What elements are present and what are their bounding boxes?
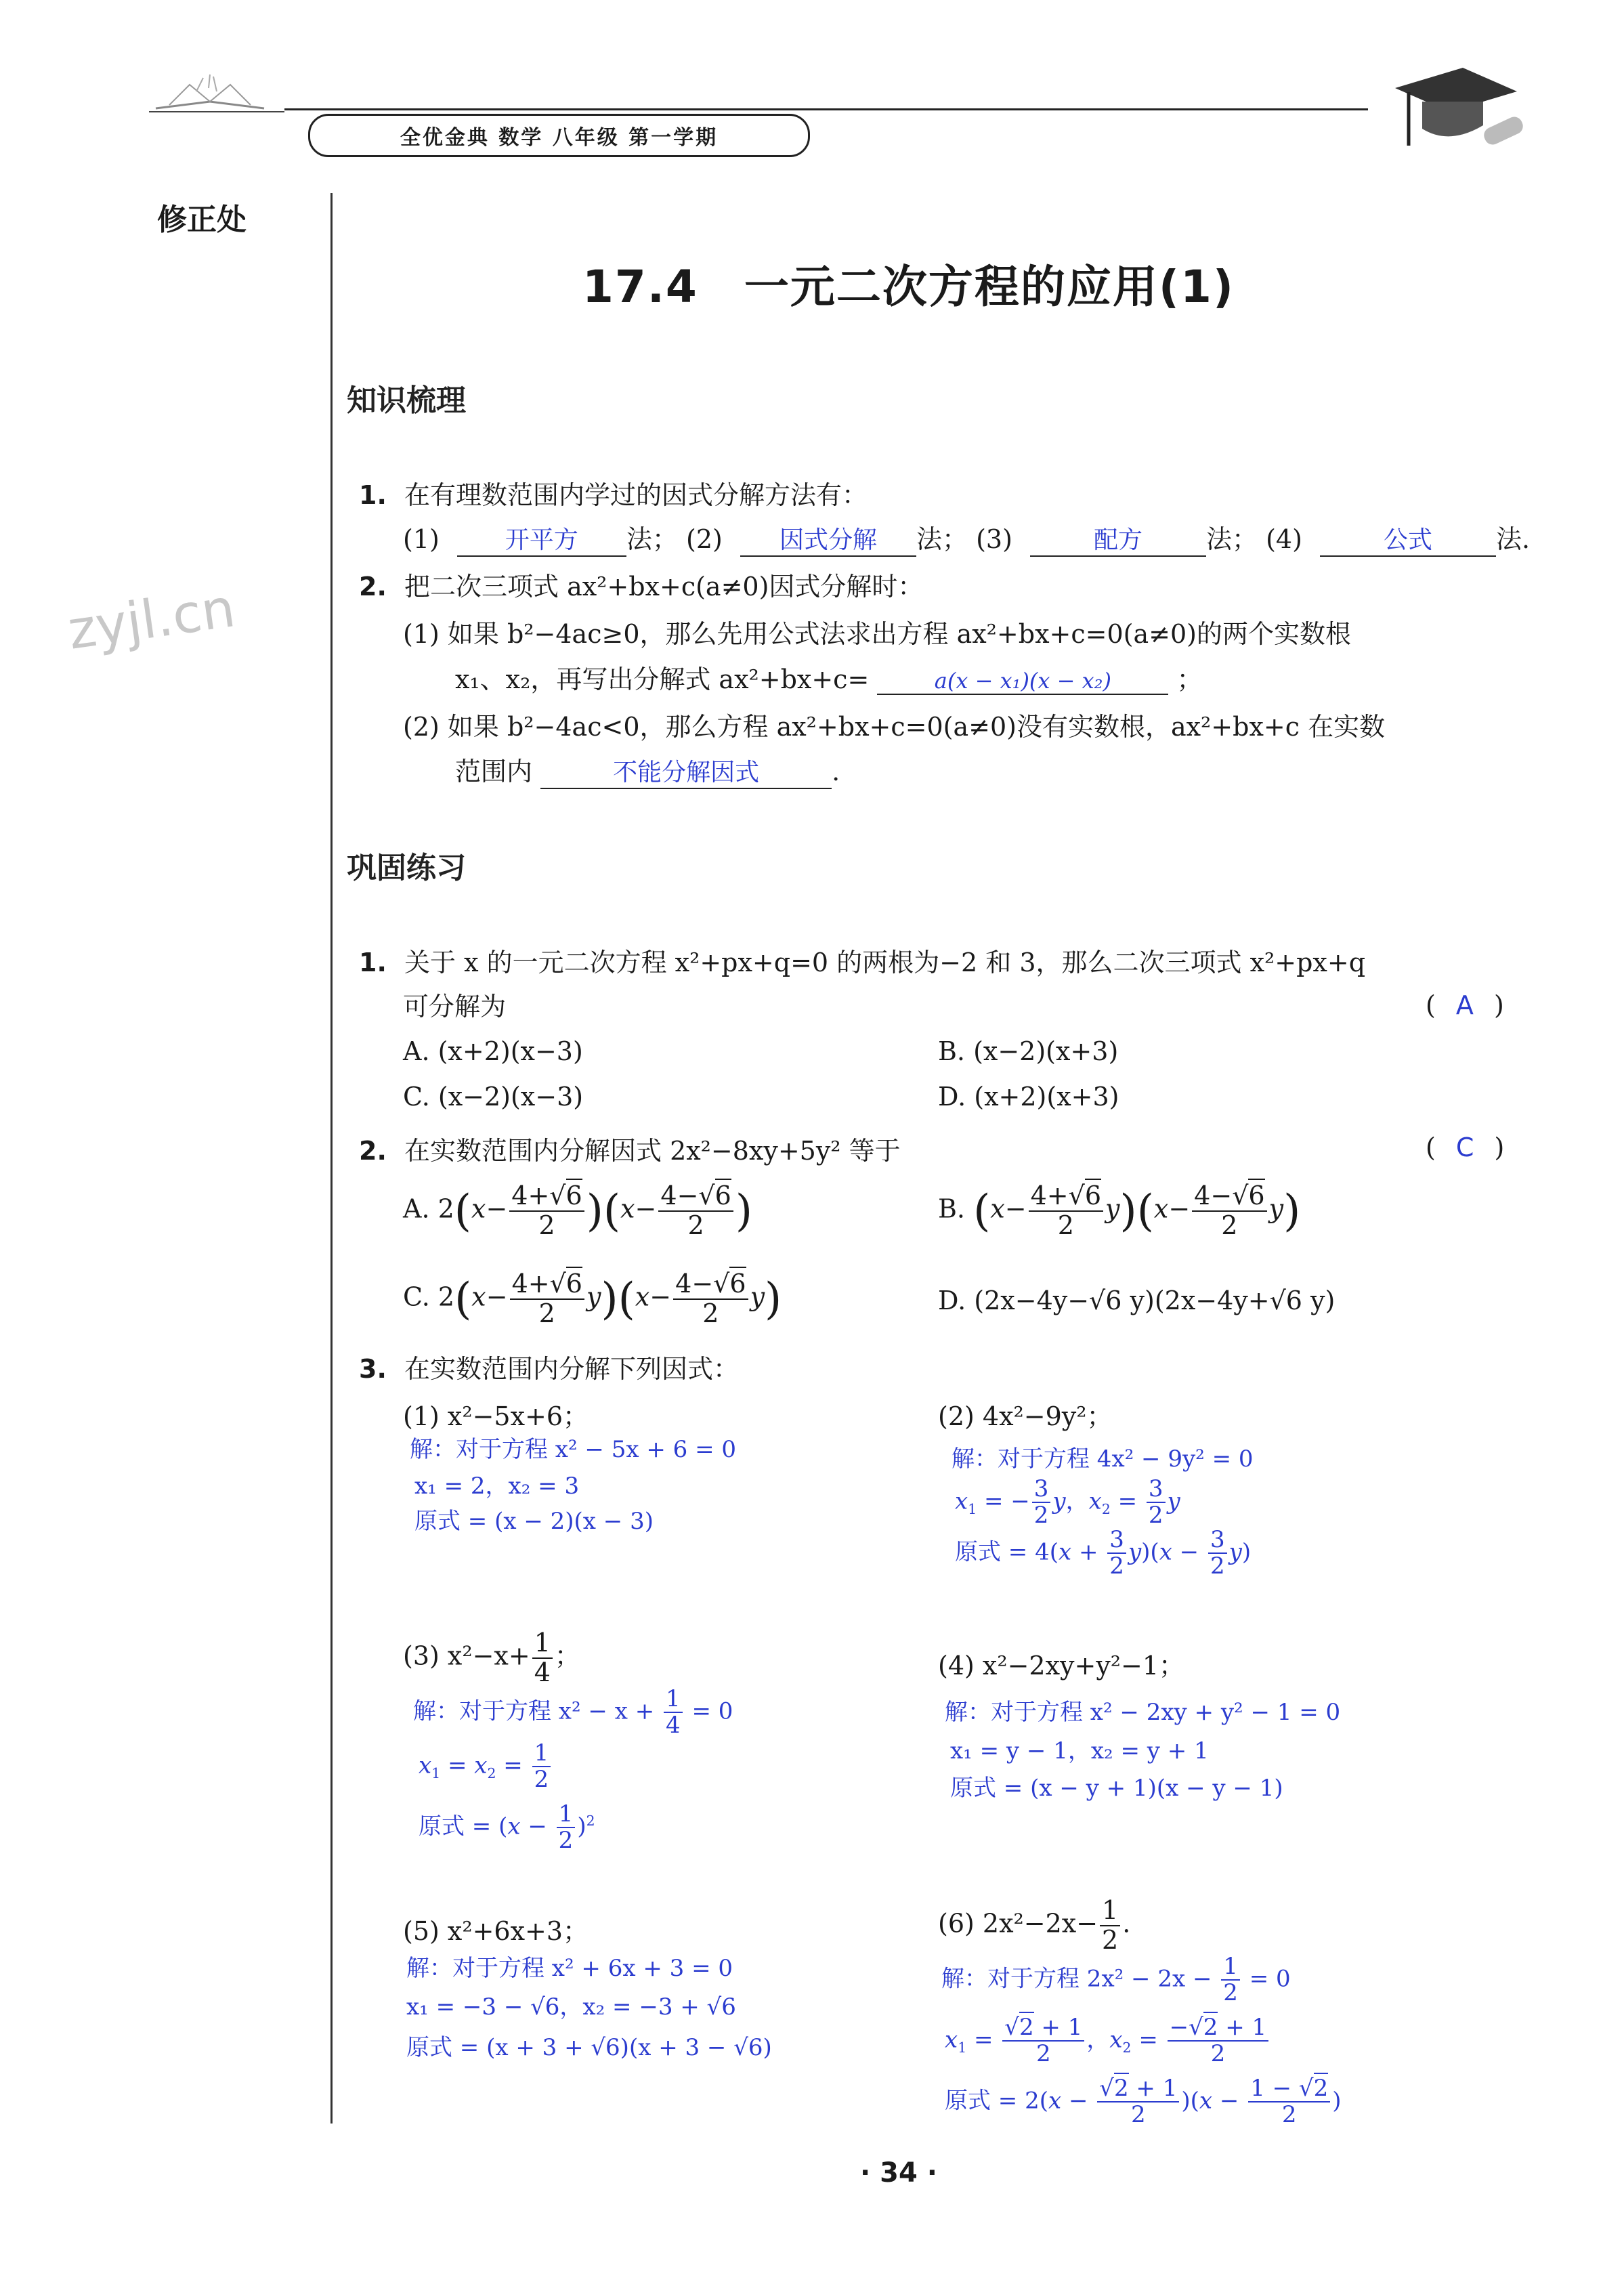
blank-label: (4) <box>1266 524 1302 554</box>
answer-blank: a(x − x₁)(x − x₂) <box>877 668 1168 695</box>
blank-suffix: 法； <box>1205 524 1258 554</box>
option-label: A. <box>403 1193 430 1224</box>
practice-q1-line1 <box>359 942 1365 979</box>
blank-label: (2) <box>686 524 723 554</box>
choice-answer: A <box>1455 990 1474 1020</box>
q3-part5-step1: 解：对于方程 x² + 6x + 3 = 0 <box>406 1955 733 1982</box>
sub1-suffix: ； <box>1176 664 1203 694</box>
knowledge-q1-blanks <box>403 518 1530 557</box>
q3-part6-problem: (6) 2x²−2x− $\frac{1}{2}$ . <box>938 1895 1131 1955</box>
header-book-title: 全优金典 数学 八年级 第一学期 <box>308 114 810 157</box>
question-text: 把二次三项式 ax²+bx+c(a≠0)因式分解时： <box>404 572 924 601</box>
practice-q2-option-d <box>938 1286 1335 1315</box>
practice-q2-option-a: A. 2(x− $\frac{4+√6}{2}$ )(x− $\frac{4-√6}{2}$ ) <box>403 1182 752 1240</box>
q3-part3-problem: (3) x²−x+ $\frac{1}{4}$ ； <box>403 1628 580 1687</box>
practice-q1-option-d: D. (x+2)(x+3) <box>938 1082 1119 1112</box>
watermark: zyjl.cn <box>64 578 239 662</box>
practice-q1-option-b: B. (x−2)(x+3) <box>938 1036 1119 1066</box>
q3-part1-step1: 解：对于方程 x² − 5x + 6 = 0 <box>410 1436 736 1463</box>
blank-label: (1) <box>403 524 440 554</box>
blank-label: (3) <box>976 524 1012 554</box>
practice-q2 <box>359 1130 901 1167</box>
practice-q2-option-b: B. (x− $\frac{4+√6}{2}$ y)(x− $\frac{4-√6}{2}$ y) <box>938 1182 1300 1240</box>
margin-divider <box>330 193 333 2123</box>
knowledge-q2 <box>359 566 923 603</box>
question-number: 1. <box>359 948 387 977</box>
sub2-suffix: . <box>832 757 840 786</box>
sub2-text: 范围内 <box>455 757 533 786</box>
option-d-text: (2x−4y−√6 y)(2x−4y+√6 y) <box>974 1286 1335 1315</box>
q3-part6-step2: $x_1$ = $\frac{√2 + 1}{2}$ ，$x_2$ = $\frac{-√2 + 1}{2}$ <box>945 2015 1270 2067</box>
answer-blank: 因式分解 <box>740 521 916 557</box>
knowledge-q2-sub2-line1: (2) 如果 b²−4ac<0，那么方程 ax²+bx+c=0(a≠0)没有实数根，ax²+bx+c 在实数 <box>403 712 1386 742</box>
practice-q2-option-c: C. 2(x− $\frac{4+√6}{2}$ y)(x− $\frac{4-√6}{2}$ y) <box>403 1270 782 1328</box>
practice-q3 <box>359 1348 739 1385</box>
knowledge-q2-sub1-line1: (1) 如果 b²−4ac≥0，那么先用公式法求出方程 ax²+bx+c=0(a≠0)的两个实数根 <box>403 619 1351 649</box>
question-number: 3. <box>359 1354 387 1384</box>
question-number: 1. <box>359 480 387 510</box>
q3-part5-step2: x₁ = −3 − √6，x₂ = −3 + √6 <box>406 1993 736 2021</box>
sub1-text: x₁、x₂，再写出分解式 ax²+bx+c= <box>455 664 870 694</box>
practice-q1-option-a: A. (x+2)(x−3) <box>403 1036 583 1066</box>
q3-part1-problem: (1) x²−5x+6； <box>403 1401 589 1431</box>
question-text: 在实数范围内分解因式 2x²−8xy+5y² 等于 <box>404 1136 901 1166</box>
knowledge-q1 <box>359 474 868 511</box>
option-label: B. <box>938 1193 966 1224</box>
q3-part3-step3: 原式 = (x − $\frac{1}{2}$ )$^2$ <box>419 1800 595 1855</box>
question-text: 在有理数范围内学过的因式分解方法有： <box>404 480 868 510</box>
q3-part2-step1: 解：对于方程 4x² − 9y² = 0 <box>952 1445 1254 1473</box>
header-rule-left <box>149 111 284 112</box>
q3-part4-step2: x₁ = y − 1，x₂ = y + 1 <box>950 1737 1209 1765</box>
option-label: D. <box>938 1286 966 1315</box>
q3-part2-step2: $x_1$ = − $\frac{3}{2}$ y，$x_2$ = $\frac{3}{2}$ y <box>955 1475 1180 1529</box>
q3-part6-step3: 原式 = 2(x − $\frac{√2 + 1}{2}$ )(x − $\frac{1 - √2}{2}$ ) <box>945 2076 1342 2128</box>
answer-blank: 配方 <box>1030 521 1206 557</box>
q3-part2-step3: 原式 = 4(x + $\frac{3}{2}$ y)(x − $\frac{3}{2}$ y) <box>955 1526 1252 1580</box>
q3-part6-step1: 解：对于方程 2x² − 2x − $\frac{1}{2}$ = 0 <box>941 1953 1291 2007</box>
blank-suffix: 法. <box>1496 524 1531 554</box>
q3-part5-problem: (5) x²+6x+3； <box>403 1916 589 1946</box>
answer-blank: 开平方 <box>457 521 626 557</box>
problem-text: (6) 2x²−2x− <box>938 1908 1098 1939</box>
q3-part4-problem: (4) x²−2xy+y²−1； <box>938 1651 1185 1681</box>
question-number: 2. <box>359 1136 387 1166</box>
answer-blank: 不能分解因式 <box>540 753 832 789</box>
blank-suffix: 法； <box>916 524 968 554</box>
q3-part4-step3: 原式 = (x − y + 1)(x − y − 1) <box>950 1775 1283 1802</box>
q3-part2-problem: (2) 4x²−9y²； <box>938 1401 1113 1431</box>
question-text: 在实数范围内分解下列因式： <box>404 1354 739 1384</box>
q3-part1-step3: 原式 = (x − 2)(x − 3) <box>414 1508 654 1535</box>
blank-suffix: 法； <box>626 524 678 554</box>
practice-q1-answer-paren: ( A ) <box>1426 990 1504 1020</box>
knowledge-q2-sub2-line2 <box>455 751 840 789</box>
q3-part5-step3: 原式 = (x + 3 + √6)(x + 3 − √6) <box>406 2034 772 2061</box>
q3-part1-step2: x₁ = 2，x₂ = 3 <box>414 1473 580 1500</box>
practice-q2-answer-paren: ( C ) <box>1426 1133 1505 1162</box>
step-text: 解：对于方程 x² − x + <box>413 1697 655 1725</box>
question-number: 2. <box>359 572 387 601</box>
q3-part3-step1: 解：对于方程 x² − x + $\frac{1}{4}$ = 0 <box>413 1685 733 1739</box>
page-title: 17.4 一元二次方程的应用(1) <box>582 261 1235 313</box>
header-book-decoration <box>149 71 271 112</box>
practice-q1-line2: 可分解为 <box>403 992 507 1021</box>
knowledge-q2-sub1-line2 <box>455 658 1203 696</box>
choice-answer: C <box>1455 1133 1474 1162</box>
section-practice-heading: 巩固练习 <box>347 851 466 885</box>
step-text: 解：对于方程 2x² − 2x − <box>941 1965 1212 1993</box>
margin-note-label: 修正处 <box>157 203 247 237</box>
header-rule <box>284 108 1368 110</box>
option-label: C. <box>403 1282 430 1312</box>
answer-blank: 公式 <box>1320 521 1496 557</box>
q3-part4-step1: 解：对于方程 x² − 2xy + y² − 1 = 0 <box>945 1699 1341 1726</box>
page-number: · 34 · <box>860 2157 937 2189</box>
practice-q1-option-c: C. (x−2)(x−3) <box>403 1082 584 1112</box>
q3-part3-step2: $x_1 = x_2$ = $\frac{1}{2}$ <box>419 1741 553 1793</box>
section-knowledge-heading: 知识梳理 <box>347 383 466 418</box>
question-text: 关于 x 的一元二次方程 x²+px+q=0 的两根为−2 和 3，那么二次三项式 x²+px+q <box>404 948 1366 977</box>
problem-text: (3) x²−x+ <box>403 1641 530 1671</box>
graduation-cap-icon <box>1382 54 1531 163</box>
